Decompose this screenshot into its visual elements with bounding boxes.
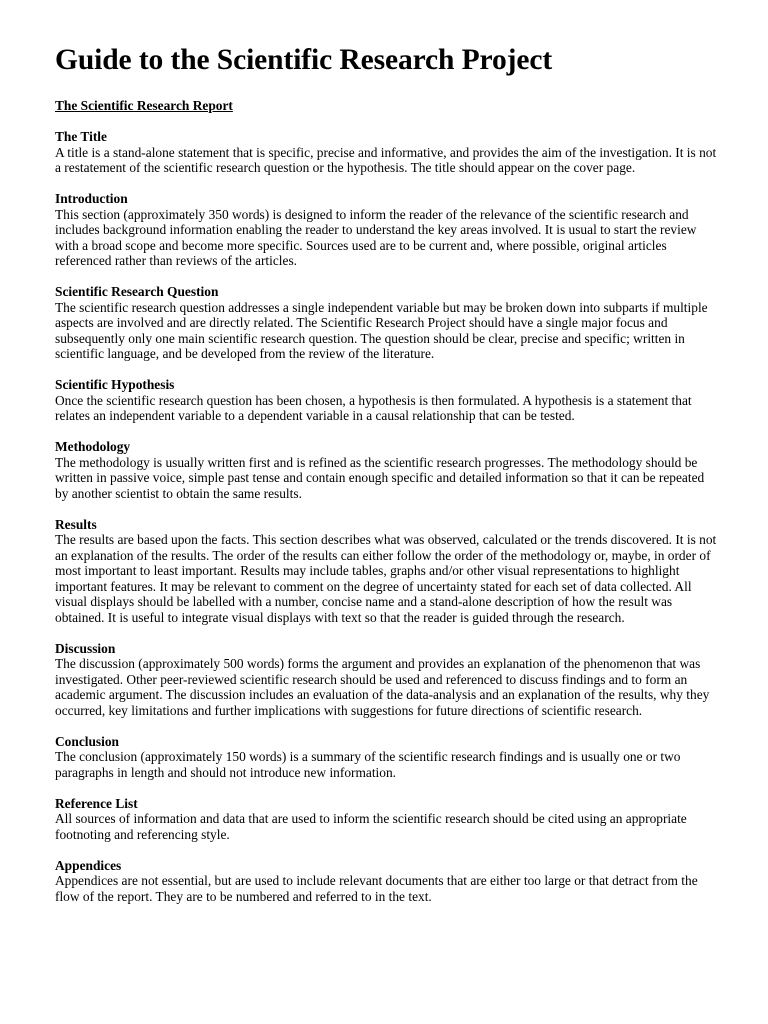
section-conclusion — [55, 734, 720, 781]
section-body: The conclusion (approximately 150 words) is a summary of the scientific research findings and is usually one or two paragraphs in length and should not introduce new information. — [55, 749, 681, 780]
section-body: All sources of information and data that are used to inform the scientific research should be cited using an appropriate footnoting and referencing style. — [55, 811, 687, 842]
section-body: A title is a stand-alone statement that is specific, precise and informative, and provides the aim of the investigation. It is not a restatement of the scientific research question or the hypothesis. The title should appear on the cover page. — [55, 144, 717, 175]
section-body: Appendices are not essential, but are used to include relevant documents that are either too large or that detract from the flow of the report. They are to be numbered and referred to in the text. — [55, 873, 698, 904]
document-title: Guide to the Scientific Research Project — [55, 44, 553, 76]
section-methodology — [55, 439, 720, 501]
section-heading: Methodology — [55, 439, 131, 454]
section-heading: Scientific Research Question — [55, 284, 219, 299]
section-heading: Appendices — [55, 857, 122, 873]
document-page — [55, 40, 720, 920]
section-introduction — [55, 191, 720, 269]
section-heading: Discussion — [55, 640, 116, 656]
section-body: Once the scientific research question has been chosen, a hypothesis is then formulated. A hypothesis is a statement that relates an independent variable to a dependent variable in a causal relationship that can be tested. — [55, 392, 692, 423]
section-heading: Reference List — [55, 795, 138, 811]
section-heading: Scientific Hypothesis — [55, 377, 175, 392]
section-heading: Conclusion — [55, 733, 119, 749]
section-body: The results are based upon the facts. This section describes what was observed, calculated or the trends discovered. It is not an explanation of the results. The order of the results can either follow the order of the methodology or, maybe, in order of most important to least important. Results may include tables, graphs and/or other visual representations to highlight important features. It may be relevant to comment on the degree of uncertainty stated for each set of data collected. All visual displays should be labelled with a number, concise name and a stand-alone description of how the result was obtained. It is useful to integrate visual displays with text so that the reader is guided through the research. — [55, 532, 717, 625]
section-body: This section (approximately 350 words) is designed to inform the reader of the relevance of the scientific research and includes background information enabling the reader to understand the key areas involved. It is usual to start the review with a broad scope and become more specific. Sources used are to be current and, where possible, original articles referenced rather than reviews of the articles. — [55, 206, 697, 268]
section-appendices — [55, 858, 720, 905]
section-body: The scientific research question addresses a single independent variable but may be broken down into subparts if multiple aspects are involved and are directly related. The Scientific Research Project should have a single major focus and subsequently only one main scientific research question. The question should be clear, precise and specific; written in scientific language, and be developed from the review of the literature. — [55, 299, 708, 361]
section-heading: Results — [55, 516, 97, 532]
section-hypothesis — [55, 377, 720, 424]
section-results — [55, 517, 720, 626]
section-reference-list — [55, 796, 720, 843]
section-heading: Introduction — [55, 191, 128, 206]
section-research-question — [55, 284, 720, 362]
section-body: The discussion (approximately 500 words) forms the argument and provides an explanation of the phenomenon that was investigated. Other peer-reviewed scientific research should be used and referenced to discuss findings and to form an academic argument. The discussion includes an evaluation of the data-analysis and an explanation of the results, why they occurred, key limitations and further implications with suggestions for future directions of scientific research. — [55, 656, 710, 718]
section-body: The methodology is usually written first and is refined as the scientific research progresses. The methodology should be written in passive voice, simple past tense and contain enough specific and detailed information so that it can be repeated by another scientist to obtain the same results. — [55, 454, 705, 501]
section-heading: The Title — [55, 129, 107, 144]
section-title — [55, 129, 720, 176]
section-discussion — [55, 641, 720, 719]
report-heading: The Scientific Research Report — [55, 98, 233, 113]
